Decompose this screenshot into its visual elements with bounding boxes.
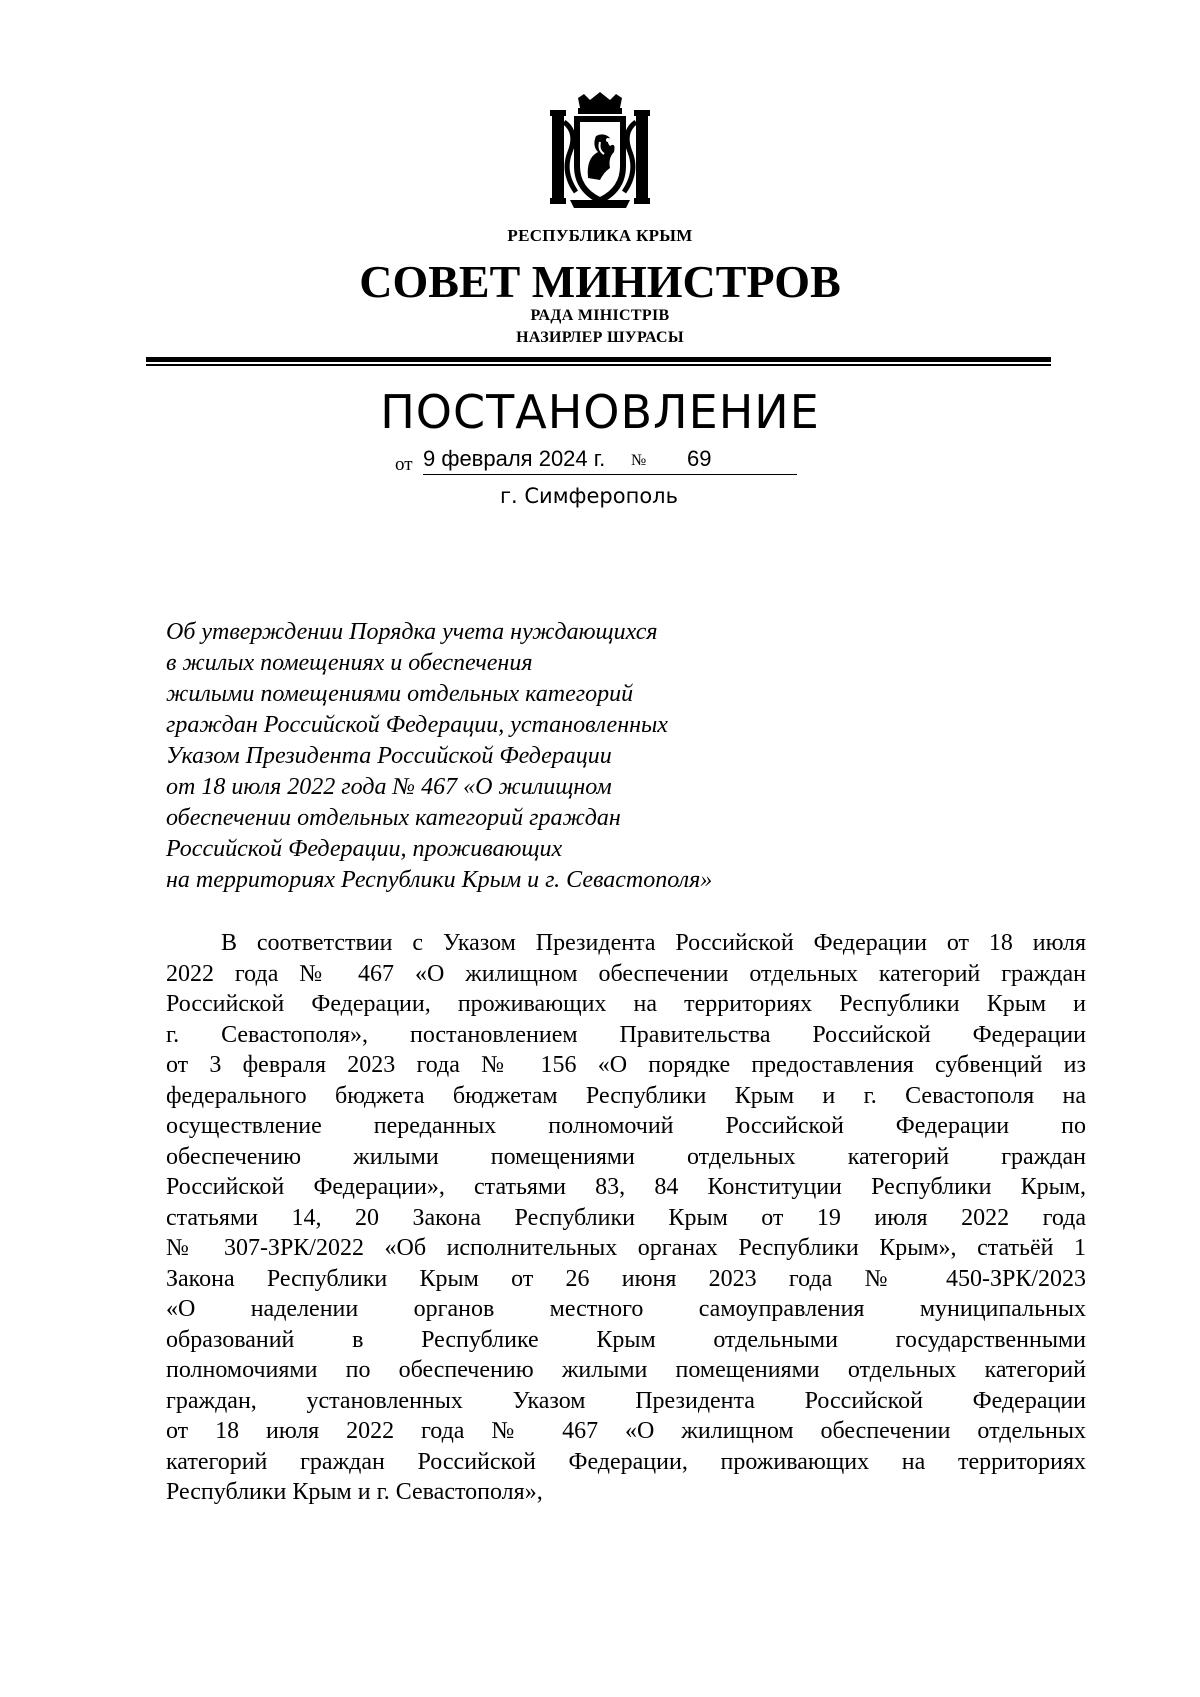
header-divider-thin: [146, 364, 1051, 366]
republic-name: РЕСПУБЛИКА КРЫМ: [507, 226, 693, 245]
resolution-number: 69: [657, 446, 797, 475]
date-from-label: от: [395, 454, 413, 475]
body-line: В соответствии с Указом Президента Российской Федерации от 18 июля: [221, 930, 1086, 956]
council-name-crimean-tatar: НАЗИРЛЕР ШУРАСЫ: [516, 329, 684, 346]
document-type-heading: ПОСТАНОВЛЕНИЕ: [380, 385, 820, 439]
title-line: Указом Президента Российской Федерации: [166, 743, 612, 769]
title-line: граждан Российской Федерации, установленных: [166, 712, 668, 738]
title-line: на территориях Республики Крым и г. Севастополя»: [166, 867, 713, 893]
body-line: осуществление переданных полномочий Российской Федерации по: [166, 1113, 1086, 1139]
resolution-date: 9 февраля 2024 г.: [423, 446, 663, 475]
body-line: обеспечению жилыми помещениями отдельных категорий граждан: [166, 1143, 1086, 1170]
body-line: г. Севастополя», постановлением Правительства Российской Федерации: [166, 1021, 1086, 1048]
body-line: 2022 года № 467 «О жилищном обеспечении отдельных категорий граждан: [166, 960, 1086, 987]
date-number-line: [395, 446, 805, 478]
title-line: в жилых помещениях и обеспечения: [166, 650, 533, 676]
body-line: полномочиями по обеспечению жилыми помещениями отдельных категорий: [166, 1357, 1086, 1383]
council-name: СОВЕТ МИНИСТРОВ: [359, 256, 841, 307]
city: г. Симферополь: [500, 484, 678, 508]
body-line: № 307-ЗРК/2022 «Об исполнительных органах Республики Крым», статьёй 1: [166, 1235, 1086, 1261]
body-line: категорий граждан Российской Федерации, проживающих на территориях: [166, 1448, 1086, 1475]
body-line: от 18 июля 2022 года № 467 «О жилищном обеспечении отдельных: [166, 1418, 1086, 1444]
body-line: «О наделении органов местного самоуправления муниципальных: [166, 1296, 1086, 1322]
body-line: граждан, установленных Указом Президента Российской Федерации: [166, 1387, 1086, 1414]
crimea-coat-of-arms-icon: [548, 92, 652, 212]
title-line: Российской Федерации, проживающих: [166, 836, 563, 862]
body-line: Российской Федерации, проживающих на территориях Республики Крым и: [166, 991, 1086, 1017]
body-line: Российской Федерации», статьями 83, 84 Конституции Республики Крым,: [166, 1174, 1086, 1200]
title-line: обеспечении отдельных категорий граждан: [166, 805, 621, 831]
title-line: жилыми помещениями отдельных категорий: [166, 681, 634, 707]
header-divider: [146, 357, 1051, 362]
body-line: Республики Крым и г. Севастополя»,: [166, 1479, 543, 1505]
body-line: от 3 февраля 2023 года № 156 «О порядке предоставления субвенций из: [166, 1052, 1086, 1078]
body-line: образований в Республике Крым отдельными государственными: [166, 1326, 1086, 1353]
title-line: Об утверждении Порядка учета нуждающихся: [166, 619, 658, 645]
body-line: Закона Республики Крым от 26 июня 2023 года № 450-ЗРК/2023: [166, 1265, 1086, 1292]
document-title: [166, 617, 866, 896]
body-line: статьями 14, 20 Закона Республики Крым от 19 июля 2022 года: [166, 1204, 1086, 1231]
number-label: №: [631, 452, 647, 469]
body-line: федерального бюджета бюджетам Республики Крым и г. Севастополя на: [166, 1082, 1086, 1109]
council-name-ukrainian: РАДА МІНІСТРІВ: [530, 307, 670, 324]
preamble-paragraph: [166, 928, 1086, 1508]
title-line: от 18 июля 2022 года № 467 «О жилищном: [166, 774, 612, 800]
